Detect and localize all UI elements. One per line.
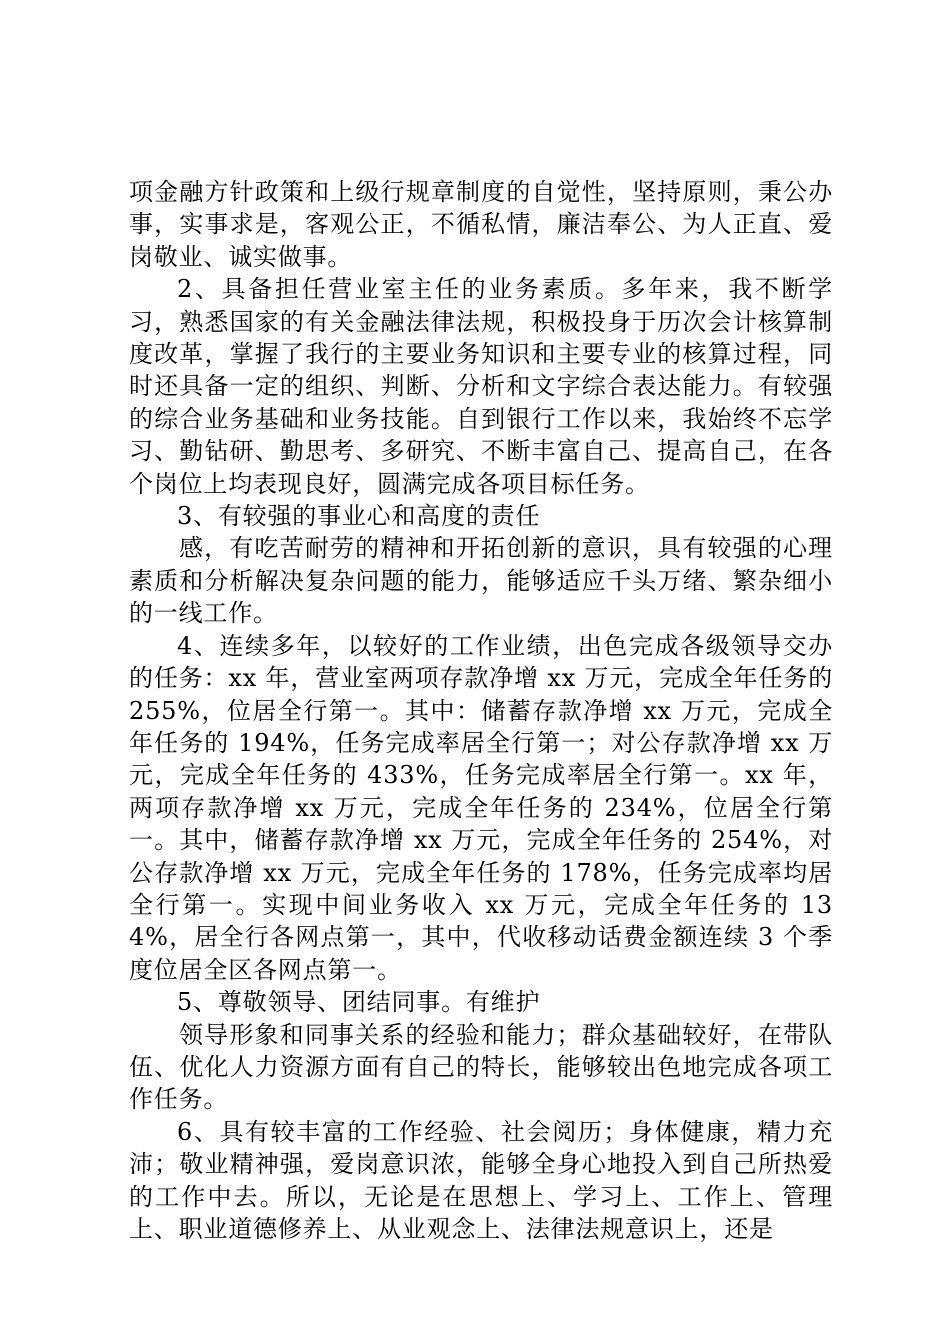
paragraph-7: 领导形象和同事关系的经验和能力；群众基础较好，在带队伍、优化人力资源方面有自己的特长，能够较出色地完成各项工作任务。 xyxy=(129,1020,833,1114)
paragraph-3: 3、有较强的事业心和高度的责任 xyxy=(177,502,541,531)
paragraph-4: 感，有吃苦耐劳的精神和开拓创新的意识，具有较强的心理素质和分析解决复杂问题的能力，能够适应千头万绪、繁杂细小的一线工作。 xyxy=(129,534,833,628)
paragraph-8: 6、具有较丰富的工作经验、社会阅历；身体健康，精力充沛；敬业精神强，爱岗意识浓，能够全身心地投入到自己所热爱的工作中去。所以，无论是在思想上、学习上、工作上、管理上、职业道德修养上、从业观念上、法律法规意识上，还是 xyxy=(129,1117,833,1243)
paragraph-1: 项金融方针政策和上级行规章制度的自觉性，坚持原则，秉公办事，实事求是，客观公正，不循私情，廉洁奉公、为人正直、爱岗敬业、诚实做事。 xyxy=(129,178,833,271)
document-body xyxy=(129,176,833,1245)
paragraph-5: 4、连续多年，以较好的工作业绩，出色完成各级领导交办的任务：xx 年，营业室两项存款净增 xx 万元，完成全年任务的 255%，位居全行第一。其中：储蓄存款净增 xx 万元，完成全年任务的 194%，任务完成率居全行第一；对公存款净增 xx 万元，完成全年任务的 433%，任务完成率居全行第一。xx 年，两项存款净增 xx 万元，完成全年任务的 234%，位居全行第一。其中，储蓄存款净增 xx 万元，完成全年任务的 254%，对公存款净增 xx 万元，完成全年任务的 178%，任务完成率均居全行第一。实现中间业务收入 xx 万元，完成全年任务的 134%，居全行各网点第一，其中，代收移动话费金额连续 3 个季度位居全区各网点第一。 xyxy=(129,631,833,984)
paragraph-2: 2、具备担任营业室主任的业务素质。多年来，我不断学习，熟悉国家的有关金融法律法规，积极投身于历次会计核算制度改革，掌握了我行的主要业务知识和主要专业的核算过程，同时还具备一定的组织、判断、分析和文字综合表达能力。有较强的综合业务基础和业务技能。自到银行工作以来，我始终不忘学习、勤钻研、勤思考、多研究、不断丰富自己、提高自己，在各个岗位上均表现良好，圆满完成各项目标任务。 xyxy=(129,275,833,498)
paragraph-6: 5、尊敬领导、团结同事。有维护 xyxy=(177,988,541,1017)
